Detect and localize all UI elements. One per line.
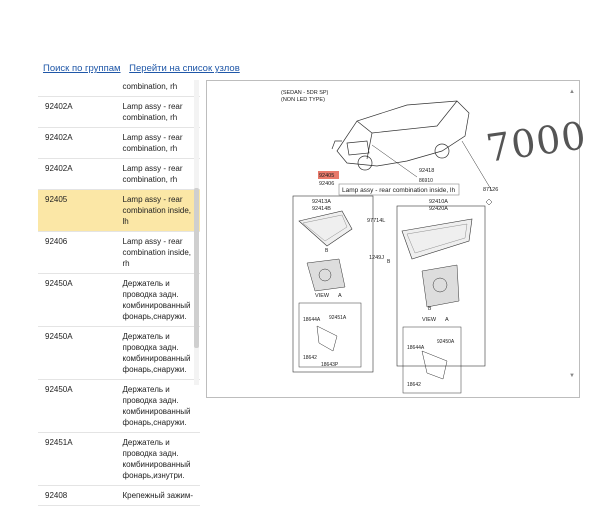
- callout-97714L[interactable]: 97714L: [367, 218, 386, 224]
- view-label: VIEW: [422, 317, 437, 323]
- callout-b[interactable]: B: [325, 248, 329, 254]
- callout-18642[interactable]: 18642: [303, 355, 317, 361]
- callout-86910[interactable]: 86910: [419, 178, 433, 184]
- scrollbar-thumb[interactable]: [194, 188, 199, 348]
- callout-18644A[interactable]: 18644A: [407, 345, 425, 351]
- callout-92414B[interactable]: 92414B: [312, 206, 331, 212]
- clip-icon: [486, 199, 492, 205]
- list-item[interactable]: 92450A Держатель и проводка задн. комбинированный фонарь,снаружи.: [38, 274, 200, 327]
- view-a-marker: A: [338, 293, 342, 299]
- list-item[interactable]: 92402A Lamp assy - rear combination, rh: [38, 97, 200, 128]
- callout-1249J[interactable]: 1249J: [369, 255, 384, 261]
- list-item[interactable]: 92402A Lamp assy - rear combination, rh: [38, 128, 200, 159]
- list-item-selected[interactable]: 92405 Lamp assy - rear combination inside, lh: [38, 190, 200, 232]
- callout-92406[interactable]: 92406: [319, 181, 335, 187]
- tooltip-text: Lamp assy - rear combination inside, lh: [342, 187, 456, 194]
- callout-92450A[interactable]: 92450A: [437, 339, 455, 345]
- list-item[interactable]: 92406 Lamp assy - rear combination inside, rh: [38, 232, 200, 274]
- parts-list: [38, 77, 200, 500]
- callout-18644A[interactable]: 18644A: [303, 317, 321, 323]
- wiring-harness: [422, 351, 447, 379]
- callout-18643P[interactable]: 18643P: [321, 362, 339, 368]
- scroll-up-icon[interactable]: ▲: [569, 89, 575, 95]
- view-label: VIEW: [315, 293, 330, 299]
- handwritten-annotation: 7000: [483, 113, 590, 171]
- link-search-by-groups[interactable]: Поиск по группам: [43, 63, 121, 74]
- callout-92413A[interactable]: 92413A: [312, 199, 331, 205]
- car-illustration: [332, 101, 469, 170]
- link-go-to-units[interactable]: Перейти на список узлов: [129, 63, 240, 74]
- lamp-housing-back-rh: [422, 265, 459, 307]
- callout-b[interactable]: B: [428, 306, 432, 312]
- leader-line: [372, 145, 417, 177]
- callout-92451A[interactable]: 92451A: [329, 315, 347, 321]
- list-item[interactable]: 92408 Крепежный зажим-: [38, 486, 200, 506]
- list-item[interactable]: 92450A Держатель и проводка задн. комбинированный фонарь,снаружи.: [38, 327, 200, 380]
- callout-87126[interactable]: 87126: [483, 187, 499, 193]
- lamp-housing-back: [307, 259, 345, 291]
- diagram-header-1: (SEDAN - 5DR SP): [281, 90, 329, 96]
- nav-links: [43, 63, 246, 74]
- callout-b[interactable]: B: [387, 259, 391, 265]
- callout-92410A[interactable]: 92410A: [429, 199, 448, 205]
- view-a-marker: A: [445, 317, 449, 323]
- list-item[interactable]: 92402A Lamp assy - rear combination, rh: [38, 159, 200, 190]
- callout-18642[interactable]: 18642: [407, 382, 421, 388]
- list-item[interactable]: combination, rh: [38, 77, 200, 97]
- callout-92420A[interactable]: 92420A: [429, 206, 448, 212]
- callout-92405[interactable]: 92405: [319, 173, 335, 179]
- list-item[interactable]: 92450A Держатель и проводка задн. комбинированный фонарь,снаружи.: [38, 380, 200, 433]
- scroll-down-icon[interactable]: ▼: [569, 373, 575, 379]
- diagram-header-2: (NON LED TYPE): [281, 97, 325, 103]
- wiring-harness: [317, 326, 337, 351]
- list-scrollbar[interactable]: [194, 80, 199, 385]
- list-item[interactable]: 92451A Держатель и проводка задн. комбинированный фонарь,изнутри.: [38, 433, 200, 486]
- callout-92418[interactable]: 92418: [419, 168, 435, 174]
